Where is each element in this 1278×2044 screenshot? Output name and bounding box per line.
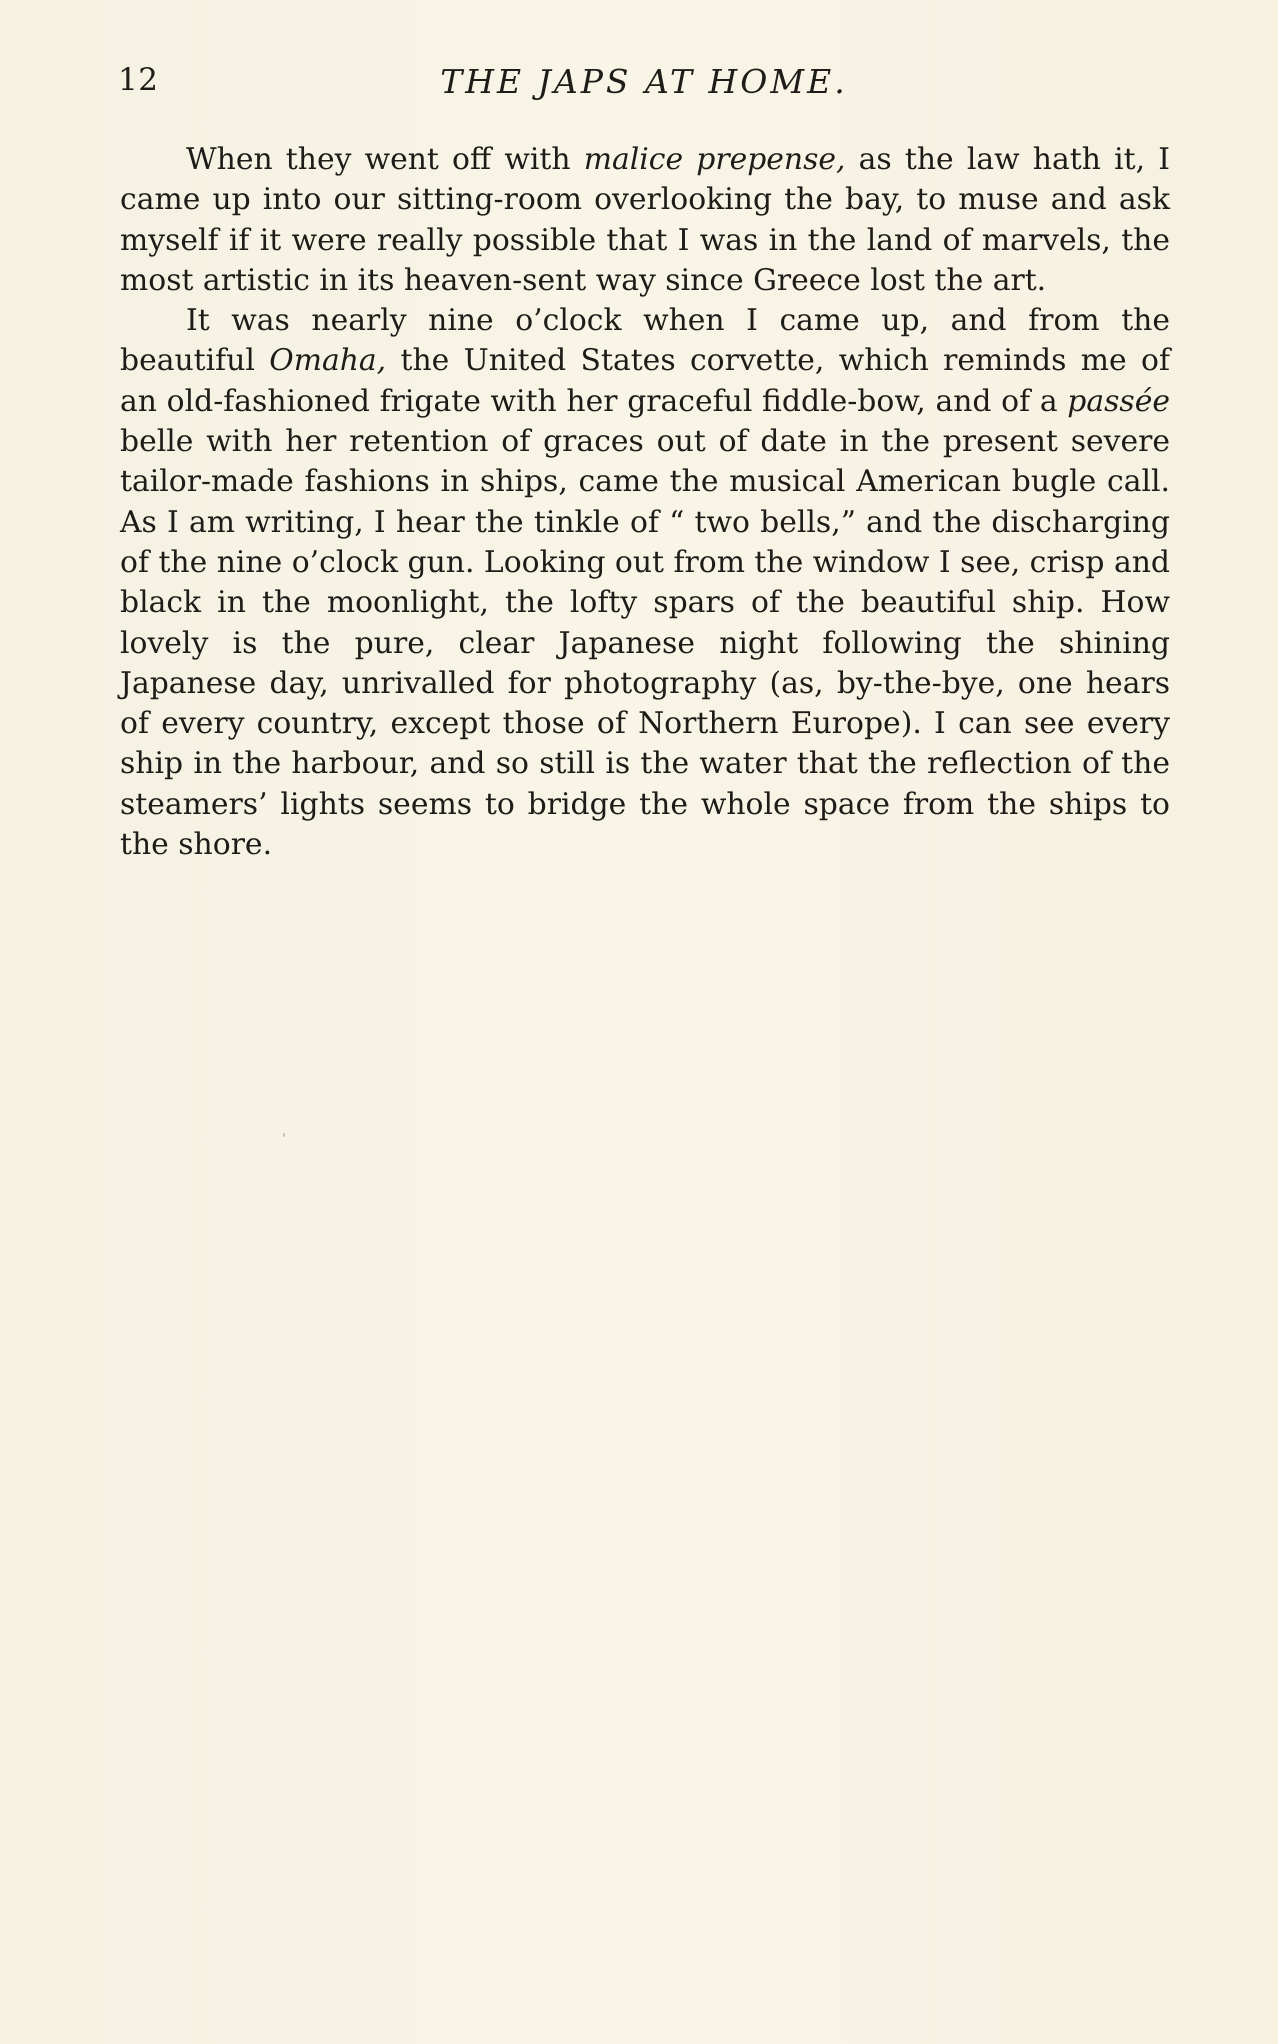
paragraph-2 (120, 301, 1170, 865)
paragraph-1-text-a: When they went off with (186, 142, 584, 177)
running-title: THE JAPS AT HOME. (440, 62, 848, 101)
page-number: 12 (118, 62, 159, 98)
body-text (120, 140, 1170, 865)
paragraph-2-text-a: It was nearly nine o’clock when I came up, and from the beautiful (120, 303, 1170, 379)
paper-speck (283, 1133, 285, 1137)
paragraph-2-text-b: the United States corvette, which reminds me of an old-fashioned frigate with her graceful fiddle-bow, and of a (120, 343, 1170, 419)
paragraph-2-italic-passee: passée (1067, 383, 1170, 419)
running-head (118, 62, 1170, 110)
paragraph-1 (120, 140, 1170, 301)
paragraph-1-italic-malice-prepense: malice prepense, (583, 142, 846, 177)
paragraph-1-text-b: as the law hath it, I came up into our sitting-room overlooking the bay, to muse and ask myself if it were really possible that I was in the land of marvels, the most artistic in its heaven-sent way since Greece lost the art. (120, 142, 1170, 298)
paragraph-2-text-c: belle with her retention of graces out of date in the present severe tailor-made fashions in ships, came the musical American bugle call. As I am writing, I hear the tinkle of “ two bells,” and the discharging of the nine o’clock gun. Looking out from the window I see, crisp and black in the moonlight, the lofty spars of the beautiful ship. How lovely is the pure, clear Japanese night following the shining Japanese day, unrivalled for photography (as, by-the-bye, one hears of every country, except those of Northern Europe). I can see every ship in the harbour, and so still is the water that the reflection of the steamers’ lights seems to bridge the whole space from the ships to the shore. (120, 424, 1170, 863)
paragraph-2-italic-omaha: Omaha, (269, 343, 387, 379)
